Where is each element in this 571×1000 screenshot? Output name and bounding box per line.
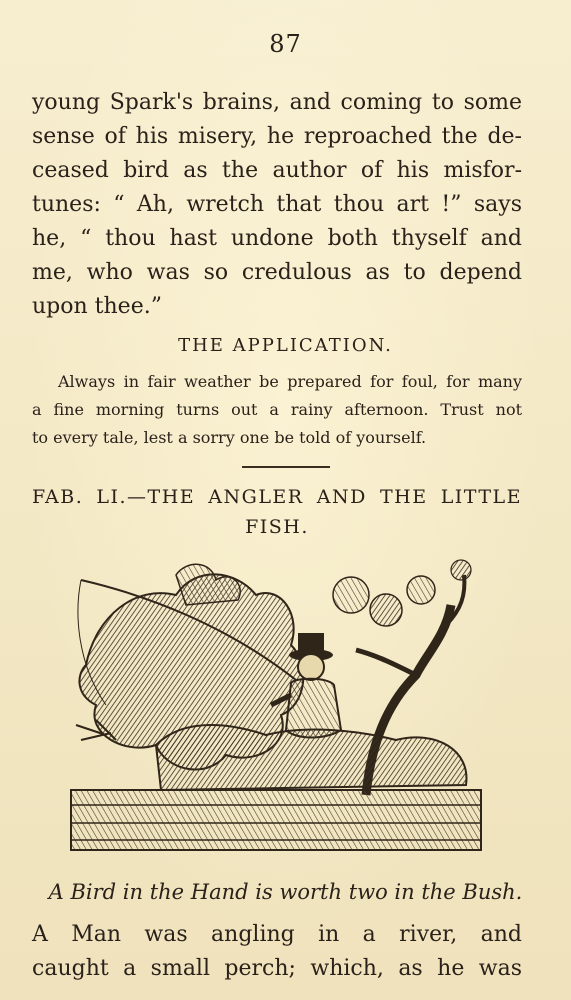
section-divider xyxy=(242,466,330,468)
fable-heading xyxy=(32,482,522,542)
woodcut-angler-icon xyxy=(66,555,486,865)
illustration-caption: A Bird in the Hand is worth two in the Bush. xyxy=(48,880,523,904)
body-line: ceased bird as the author of his misfor- xyxy=(32,158,522,183)
fable-heading-line: FISH. xyxy=(245,516,309,538)
body-paragraph xyxy=(32,86,522,324)
body-line: tunes: “ Ah, wretch that thou art !” says xyxy=(32,192,522,217)
application-title: THE APPLICATION. xyxy=(178,335,393,356)
body-line: me, who was so credulous as to depend xyxy=(32,260,522,285)
body-line: upon thee.” xyxy=(32,294,162,319)
application-line: to every tale, lest a sorry one be told of yourself. xyxy=(32,428,427,447)
fable-line: A Man was angling in a river, and xyxy=(32,922,522,947)
fable-heading-line: FAB. LI.—THE ANGLER AND THE LITTLE xyxy=(32,486,522,508)
body-line: sense of his misery, he reproached the de- xyxy=(32,124,522,149)
application-line: a fine morning turns out a rainy afternoon. Trust not xyxy=(32,400,522,419)
application-line: Always in fair weather be prepared for foul, for many xyxy=(58,372,522,391)
fable-opening-paragraph xyxy=(32,918,522,986)
fable-line: caught a small perch; which, as he was xyxy=(32,956,522,981)
application-paragraph xyxy=(32,368,522,452)
body-line: he, “ thou hast undone both thyself and xyxy=(32,226,522,251)
page-number: 87 xyxy=(269,30,302,58)
body-line: young Spark's brains, and coming to some xyxy=(32,90,522,115)
